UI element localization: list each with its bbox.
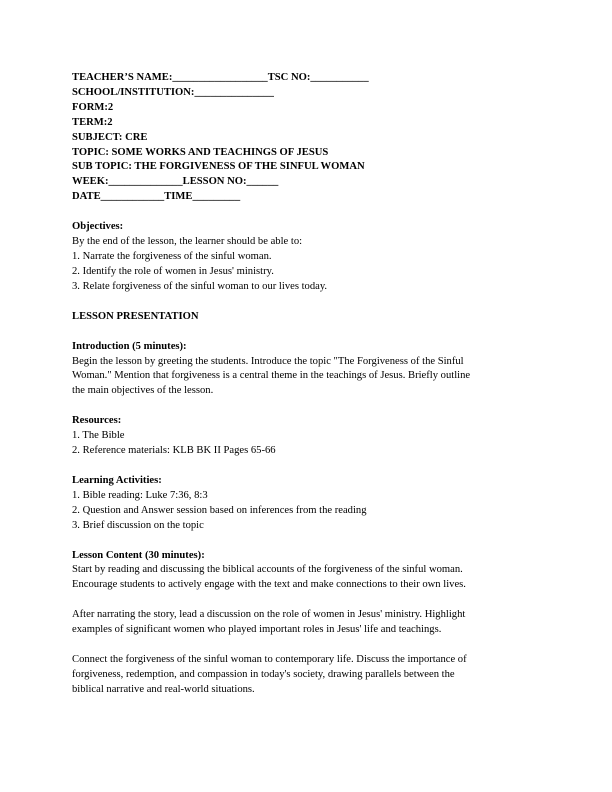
objective-item: 2. Identify the role of women in Jesus' ministry. <box>72 265 274 277</box>
week-lesson-field: WEEK:______________LESSON NO:______ <box>72 176 279 188</box>
introduction-heading: Introduction (5 minutes): <box>72 340 187 352</box>
introduction-line: Begin the lesson by greeting the students. Introduce the topic "The Forgiveness of the Sinful <box>72 355 464 367</box>
paragraph-line: examples of significant women who played important roles in Jesus' life and teachings. <box>72 624 442 636</box>
tsc-no-field: TSC NO:___________ <box>267 72 369 83</box>
teacher-name-field: TEACHER’S NAME:__________________ <box>72 72 268 83</box>
form-field: FORM:2 <box>72 101 114 113</box>
paragraph-line: Connect the forgiveness of the sinful woman to contemporary life. Discuss the importance of <box>72 653 467 665</box>
introduction-line: Woman." Mention that forgiveness is a central theme in the teachings of Jesus. Briefly outline <box>72 370 471 382</box>
school-field: SCHOOL/INSTITUTION:_______________ <box>72 86 274 98</box>
lesson-presentation-section <box>72 310 542 325</box>
introduction-line: the main objectives of the lesson. <box>72 385 214 397</box>
activity-item: 3. Brief discussion on the topic <box>72 519 204 531</box>
subject-field: SUBJECT: CRE <box>72 131 148 143</box>
resource-item: 2. Reference materials: KLB BK II Pages 65-66 <box>72 445 276 457</box>
resource-item: 1. The Bible <box>72 430 125 442</box>
paragraph-line: After narrating the story, lead a discussion on the role of women in Jesus' ministry. Highlight <box>72 609 466 621</box>
lesson-presentation-heading: LESSON PRESENTATION <box>72 310 199 322</box>
paragraph-line: Start by reading and discussing the biblical accounts of the forgiveness of the sinful woman. <box>72 564 463 576</box>
lesson-content-paragraph-3 <box>72 653 542 698</box>
term-field: TERM:2 <box>72 116 113 128</box>
objectives-intro: By the end of the lesson, the learner should be able to: <box>72 236 303 248</box>
resources-section <box>72 414 542 459</box>
learning-activities-heading: Learning Activities: <box>72 474 162 486</box>
introduction-section <box>72 340 542 400</box>
objective-item: 1. Narrate the forgiveness of the sinful woman. <box>72 250 272 262</box>
header-block <box>72 71 542 205</box>
lesson-content-section <box>72 549 542 698</box>
lesson-content-heading: Lesson Content (30 minutes): <box>72 549 205 561</box>
activity-item: 2. Question and Answer session based on inferences from the reading <box>72 504 367 516</box>
topic-field: TOPIC: SOME WORKS AND TEACHINGS OF JESUS <box>72 146 329 158</box>
resources-heading: Resources: <box>72 415 122 427</box>
learning-activities-section <box>72 474 542 534</box>
document-page <box>72 71 542 698</box>
teacher-name-line <box>72 71 542 86</box>
paragraph-line: forgiveness, redemption, and compassion in today's society, drawing parallels between the <box>72 668 455 680</box>
paragraph-line: Encourage students to actively engage with the text and make connections to their own lives. <box>72 579 466 591</box>
paragraph-line: biblical narrative and real-world situations. <box>72 683 255 695</box>
objectives-section <box>72 220 542 295</box>
objectives-heading: Objectives: <box>72 221 124 233</box>
activity-item: 1. Bible reading: Luke 7:36, 8:3 <box>72 489 208 501</box>
date-time-field: DATE____________TIME_________ <box>72 191 241 203</box>
subtopic-field: SUB TOPIC: THE FORGIVENESS OF THE SINFUL WOMAN <box>72 161 365 173</box>
lesson-content-paragraph-2 <box>72 608 542 638</box>
objective-item: 3. Relate forgiveness of the sinful woman to our lives today. <box>72 280 328 292</box>
lesson-content-paragraph-1 <box>72 563 542 593</box>
